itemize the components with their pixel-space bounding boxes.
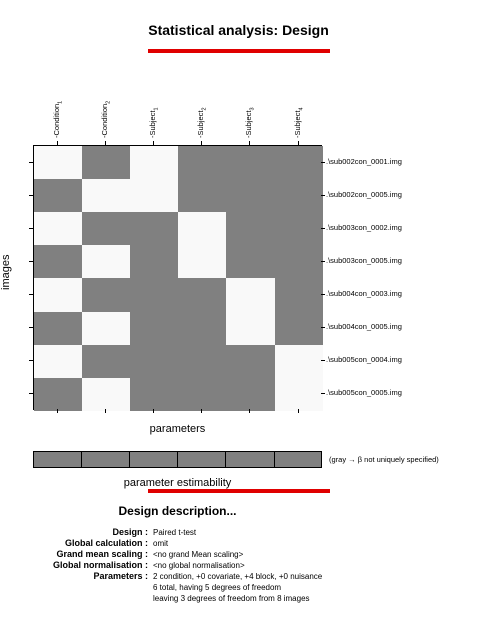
matrix-cell: [82, 212, 131, 246]
column-header-subscript: 2: [201, 107, 208, 111]
column-header: [244, 107, 256, 138]
matrix-cell: [275, 312, 324, 346]
tick-mark: [201, 409, 202, 413]
tick-mark: [321, 261, 325, 262]
matrix-cell: [275, 278, 324, 312]
matrix-cell: [82, 245, 131, 279]
column-header-subscript: 1: [153, 107, 160, 111]
matrix-cell: [82, 179, 131, 213]
matrix-cell: [34, 146, 83, 180]
matrix-cell: [34, 312, 83, 346]
description-value: 2 condition, +0 covariate, +4 block, +0 nuisance: [153, 572, 323, 581]
tick-mark: [249, 409, 250, 413]
x-axis-label: parameters: [149, 423, 206, 435]
estimability-bar: [33, 451, 322, 468]
row-label: .\sub003con_0005.img: [326, 255, 402, 265]
matrix-cell: [34, 378, 83, 412]
matrix-cell: [178, 179, 227, 213]
matrix-cell: [178, 212, 227, 246]
estimability-divider: [81, 452, 82, 467]
matrix-cell: [226, 146, 275, 180]
row-label: .\sub004con_0003.img: [326, 288, 402, 298]
matrix-cell: [275, 179, 324, 213]
row-label: .\sub002con_0005.img: [326, 189, 402, 199]
column-header: [293, 107, 305, 138]
matrix-cell: [226, 378, 275, 412]
tick-mark: [321, 327, 325, 328]
column-header-subscript: 2: [105, 100, 112, 104]
tick-mark: [29, 195, 33, 196]
column-header-name: -Subject: [148, 110, 158, 138]
matrix-cell: [130, 146, 179, 180]
matrix-cell: [82, 278, 131, 312]
matrix-cell: [226, 245, 275, 279]
design-description-heading: Design description...: [118, 504, 237, 518]
tick-mark: [321, 162, 325, 163]
row-label: .\sub005con_0004.img: [326, 355, 402, 365]
matrix-cell: [82, 378, 131, 412]
matrix-cell: [178, 146, 227, 180]
matrix-cell: [178, 245, 227, 279]
row-label: .\sub004con_0005.img: [326, 322, 402, 332]
tick-mark: [321, 294, 325, 295]
column-header-name: -Subject: [196, 110, 206, 138]
row-label: .\sub003con_0002.img: [326, 222, 402, 232]
matrix-cell: [178, 278, 227, 312]
tick-mark: [321, 228, 325, 229]
matrix-cell: [275, 245, 324, 279]
tick-mark: [298, 409, 299, 413]
estimability-divider: [129, 452, 130, 467]
tick-mark: [29, 261, 33, 262]
matrix-cell: [226, 212, 275, 246]
estimability-label: parameter estimability: [123, 477, 232, 489]
description-value: <no grand Mean scaling>: [153, 550, 244, 559]
matrix-cell: [82, 146, 131, 180]
matrix-cell: [34, 245, 83, 279]
estimability-divider: [225, 452, 226, 467]
matrix-cell: [82, 345, 131, 379]
matrix-cell: [275, 146, 324, 180]
tick-mark: [201, 141, 202, 145]
tick-mark: [105, 141, 106, 145]
matrix-cell: [34, 212, 83, 246]
row-label: .\sub002con_0001.img: [326, 156, 402, 166]
column-header-name: -Subject: [292, 110, 302, 138]
tick-mark: [153, 409, 154, 413]
column-header: [52, 101, 64, 138]
tick-mark: [29, 393, 33, 394]
tick-mark: [249, 141, 250, 145]
tick-mark: [57, 141, 58, 145]
matrix-cell: [130, 212, 179, 246]
column-header: [148, 107, 160, 138]
matrix-cell: [130, 378, 179, 412]
tick-mark: [298, 141, 299, 145]
title-underline: [148, 49, 330, 53]
column-header-subscript: 3: [249, 107, 256, 111]
matrix-cell: [130, 278, 179, 312]
matrix-cell: [178, 378, 227, 412]
tick-mark: [321, 195, 325, 196]
column-header-subscript: 4: [298, 107, 305, 111]
matrix-cell: [226, 312, 275, 346]
y-axis-label: images: [0, 254, 12, 290]
matrix-cell: [226, 278, 275, 312]
matrix-cell: [275, 345, 324, 379]
column-header-name: -Condition: [100, 103, 110, 138]
matrix-cell: [130, 245, 179, 279]
column-header-subscript: 1: [57, 100, 64, 104]
description-key: Global normalisation :: [52, 560, 148, 570]
matrix-cell: [82, 312, 131, 346]
description-value: leaving 3 degrees of freedom from 8 images: [153, 594, 310, 603]
matrix-cell: [275, 212, 324, 246]
tick-mark: [57, 409, 58, 413]
column-header: [100, 101, 112, 138]
matrix-cell: [34, 278, 83, 312]
column-header: [196, 107, 208, 138]
matrix-cell: [178, 312, 227, 346]
estimability-underline: [148, 489, 330, 493]
row-label: .\sub005con_0005.img: [326, 388, 402, 398]
matrix-cell: [130, 179, 179, 213]
matrix-cell: [226, 345, 275, 379]
description-value: <no global normalisation>: [153, 561, 245, 570]
description-key: Grand mean scaling :: [56, 549, 148, 559]
description-value: 6 total, having 5 degrees of freedom: [153, 583, 282, 592]
matrix-cell: [34, 345, 83, 379]
matrix-cell: [226, 179, 275, 213]
page-title: Statistical analysis: Design: [148, 22, 329, 38]
estimability-note: (gray → β not uniquely specified): [329, 455, 439, 464]
estimability-divider: [177, 452, 178, 467]
description-key: Design :: [112, 527, 148, 537]
tick-mark: [29, 162, 33, 163]
design-matrix[interactable]: [33, 145, 322, 410]
tick-mark: [29, 360, 33, 361]
description-value: Paired t-test: [153, 528, 197, 537]
matrix-cell: [178, 345, 227, 379]
tick-mark: [105, 409, 106, 413]
matrix-cell: [275, 378, 324, 412]
column-header-name: -Subject: [244, 110, 254, 138]
description-value: omit: [153, 539, 169, 548]
estimability-divider: [274, 452, 275, 467]
column-header-name: -Condition: [52, 103, 62, 138]
matrix-cell: [130, 312, 179, 346]
matrix-cell: [130, 345, 179, 379]
tick-mark: [29, 228, 33, 229]
matrix-cell: [34, 179, 83, 213]
description-key: Global calculation :: [64, 538, 148, 548]
tick-mark: [321, 393, 325, 394]
tick-mark: [153, 141, 154, 145]
description-key: Parameters :: [93, 571, 148, 581]
tick-mark: [29, 327, 33, 328]
tick-mark: [321, 360, 325, 361]
tick-mark: [29, 294, 33, 295]
